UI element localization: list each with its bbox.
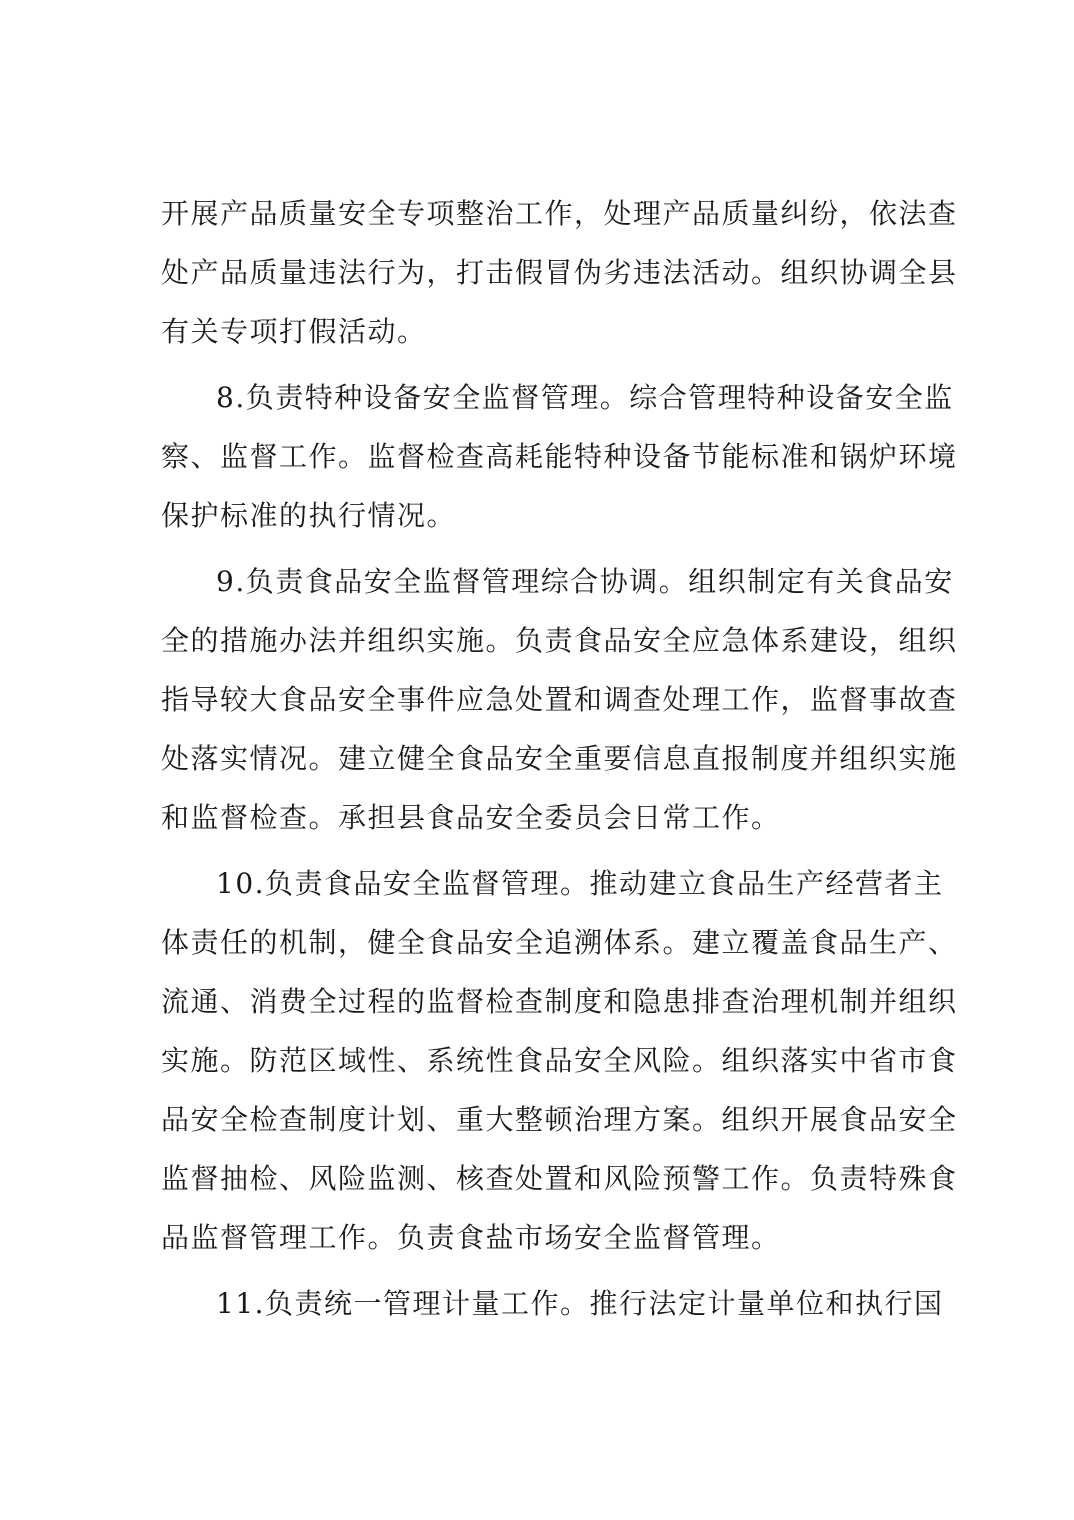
- text-line: 体责任的机制，健全食品安全追溯体系。建立覆盖食品生产、: [161, 926, 958, 959]
- text-line: 全的措施办法并组织实施。负责食品安全应急体系建设，组织: [161, 624, 958, 657]
- text-line: 实施。防范区域性、系统性食品安全风险。组织落实中省市食: [161, 1044, 958, 1077]
- paragraph-9-first-line: 9.负责食品安全监督管理综合协调。组织制定有关食品安: [216, 565, 954, 598]
- text-line: 处产品质量违法行为，打击假冒伪劣违法活动。组织协调全县: [161, 256, 958, 289]
- text-line: 察、监督工作。监督检查高耗能特种设备节能标准和锅炉环境: [161, 440, 958, 473]
- text-line: 指导较大食品安全事件应急处置和调查处理工作，监督事故查: [161, 683, 958, 716]
- text-line: 品安全检查制度计划、重大整顿治理方案。组织开展食品安全: [161, 1103, 958, 1136]
- paragraph-10-first-line: 10.负责食品安全监督管理。推动建立食品生产经营者主: [216, 867, 944, 900]
- text-line: 监督抽检、风险监测、核查处置和风险预警工作。负责特殊食: [161, 1162, 958, 1195]
- text-line: 有关专项打假活动。: [161, 315, 427, 348]
- text-line: 流通、消费全过程的监督检查制度和隐患排查治理机制并组织: [161, 985, 958, 1018]
- text-line: 保护标准的执行情况。: [161, 499, 457, 532]
- paragraph-11-first-line: 11.负责统一管理计量工作。推行法定计量单位和执行国: [216, 1287, 944, 1320]
- paragraph-8-first-line: 8.负责特种设备安全监督管理。综合管理特种设备安全监: [216, 381, 954, 414]
- text-line: 开展产品质量安全专项整治工作，处理产品质量纠纷，依法查: [161, 197, 958, 230]
- text-line: 品监督管理工作。负责食盐市场安全监督管理。: [161, 1221, 781, 1254]
- text-line: 和监督检查。承担县食品安全委员会日常工作。: [161, 801, 781, 834]
- text-line: 处落实情况。建立健全食品安全重要信息直报制度并组织实施: [161, 742, 958, 775]
